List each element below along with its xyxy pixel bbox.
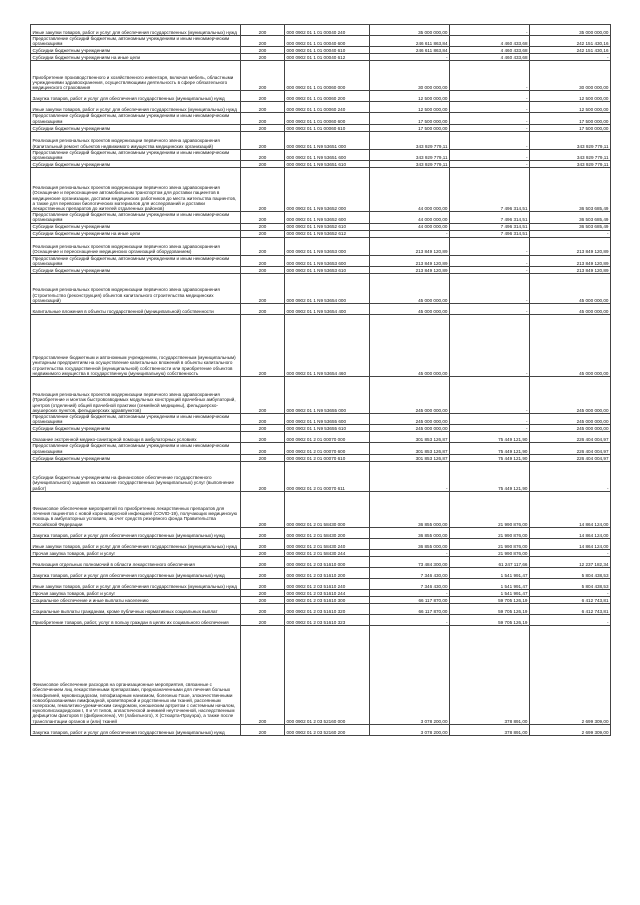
budget-expenditure-table <box>30 24 611 736</box>
table-row <box>31 527 611 538</box>
row-executed-cell: - <box>450 102 530 113</box>
row-approved-cell: 44 000 000,00 <box>370 168 450 212</box>
row-approved-cell: 12 500 000,00 <box>370 91 450 102</box>
table-row <box>31 168 611 212</box>
row-executed-cell: 1 541 991,47 <box>450 567 530 578</box>
row-budget-code-cell: 000 0902 01 1 N9 53651 000 <box>285 131 370 149</box>
row-name-cell: Прочая закупка товаров, работ и услуг <box>31 549 241 556</box>
row-name-cell: Приобретение товаров, работ, услуг в пользу граждан в целях их социального обеспечения <box>31 614 241 625</box>
table-row <box>31 589 611 596</box>
row-executed-cell: - <box>450 149 530 160</box>
row-budget-code-cell: 000 0902 01 1 01 00040 610 <box>285 47 370 54</box>
row-unexecuted-cell: 226 404 004,97 <box>530 443 611 454</box>
row-line-code-cell: 200 <box>241 113 285 124</box>
row-executed-cell: - <box>450 237 530 255</box>
row-executed-cell: - <box>450 25 530 36</box>
row-name-cell: Предоставление субсидий бюджетным, автономным учреждениям и иным некоммерческим организациям <box>31 36 241 47</box>
row-unexecuted-cell: 226 404 004,97 <box>530 432 611 443</box>
row-budget-code-cell: 000 0902 01 1 01 00060 000 <box>285 61 370 91</box>
row-budget-code-cell: 000 0902 01 1 N9 53655 000 <box>285 377 370 414</box>
row-name-cell: Закупка товаров, работ и услуг для обеспечения государственных (муниципальных) нужд <box>31 527 241 538</box>
row-budget-code-cell: 000 0902 01 2 03 52160 200 <box>285 724 370 735</box>
row-name-cell: Реализация региональных проектов модернизации первичного звена здравоохранения (Оснащение и переоснащение автомобильным транспортом для доставки пациентов в медицинские организации, доставки медицинских работников до места жительства пациентов, а также для перевозки биологических материалов для исследований и доставки лекарственных препаратов до жителей отдаленных районов) <box>31 168 241 212</box>
row-line-code-cell: 200 <box>241 724 285 735</box>
row-line-code-cell: 200 <box>241 315 285 377</box>
row-line-code-cell: 200 <box>241 589 285 596</box>
row-line-code-cell: 200 <box>241 61 285 91</box>
row-budget-code-cell: 000 0902 01 2 01 00070 600 <box>285 443 370 454</box>
row-budget-code-cell: 000 0902 01 2 03 51610 000 <box>285 556 370 567</box>
row-executed-cell: 21 990 876,00 <box>450 527 530 538</box>
row-approved-cell: 45 000 000,00 <box>370 274 450 304</box>
row-approved-cell: 35 000 000,00 <box>370 25 450 36</box>
row-unexecuted-cell: 6 412 743,81 <box>530 603 611 614</box>
row-unexecuted-cell: 213 849 120,89 <box>530 255 611 266</box>
row-line-code-cell: 200 <box>241 454 285 461</box>
row-approved-cell: 30 000 000,00 <box>370 61 450 91</box>
row-name-cell: Субсидии бюджетным учреждениям <box>31 454 241 461</box>
row-approved-cell: 213 849 120,89 <box>370 237 450 255</box>
table-row <box>31 255 611 266</box>
row-line-code-cell: 200 <box>241 255 285 266</box>
row-name-cell: Оказание экстренной медико-санитарной помощи в амбулаторных условиях <box>31 432 241 443</box>
row-unexecuted-cell: 45 000 000,00 <box>530 304 611 315</box>
row-line-code-cell: 200 <box>241 425 285 432</box>
row-approved-cell: 7 346 430,00 <box>370 567 450 578</box>
row-unexecuted-cell: - <box>530 589 611 596</box>
row-budget-code-cell: 000 0902 01 1 N9 53653 600 <box>285 255 370 266</box>
row-budget-code-cell: 000 0902 01 1 01 00060 600 <box>285 113 370 124</box>
row-line-code-cell: 200 <box>241 25 285 36</box>
table-row <box>31 113 611 124</box>
row-unexecuted-cell: 36 503 685,49 <box>530 168 611 212</box>
table-row <box>31 149 611 160</box>
row-budget-code-cell: 000 0902 01 1 N9 53651 600 <box>285 149 370 160</box>
row-name-cell: Реализация отдельных полномочий в области лекарственного обеспечения <box>31 556 241 567</box>
row-unexecuted-cell: - <box>530 614 611 625</box>
row-executed-cell: 1 541 991,47 <box>450 589 530 596</box>
row-budget-code-cell: 000 0902 01 2 01 00070 000 <box>285 432 370 443</box>
table-row <box>31 61 611 91</box>
table-row <box>31 556 611 567</box>
row-unexecuted-cell: - <box>530 54 611 61</box>
row-approved-cell: 73 484 300,00 <box>370 556 450 567</box>
row-name-cell: Предоставление субсидий бюджетным, автономным учреждениям и иным некоммерческим организациям <box>31 113 241 124</box>
row-line-code-cell: 200 <box>241 549 285 556</box>
row-executed-cell: 378 891,00 <box>450 724 530 735</box>
table-row <box>31 212 611 223</box>
row-approved-cell: - <box>370 549 450 556</box>
row-unexecuted-cell: - <box>530 230 611 237</box>
row-unexecuted-cell: 213 849 120,89 <box>530 267 611 274</box>
row-budget-code-cell: 000 0902 01 1 N9 53652 600 <box>285 212 370 223</box>
row-approved-cell: 246 611 863,84 <box>370 36 450 47</box>
row-budget-code-cell: 000 0902 01 2 01 58430 244 <box>285 549 370 556</box>
table-body <box>31 25 611 736</box>
table-row <box>31 425 611 432</box>
row-approved-cell: 3 078 200,00 <box>370 724 450 735</box>
row-budget-code-cell: 000 0902 01 1 N9 53654 000 <box>285 274 370 304</box>
row-approved-cell: 3 078 200,00 <box>370 625 450 724</box>
row-executed-cell: - <box>450 113 530 124</box>
row-approved-cell: 44 000 000,00 <box>370 212 450 223</box>
row-name-cell: Реализация региональных проектов модернизации первичного звена здравоохранения (Строительство (реконструкция) объектов капитального строительства медицинских организаций) <box>31 274 241 304</box>
table-row <box>31 549 611 556</box>
row-executed-cell: - <box>450 267 530 274</box>
row-name-cell: Предоставление субсидий бюджетным, автономным учреждениям и иным некоммерческим организациям <box>31 443 241 454</box>
row-executed-cell: 4 460 433,68 <box>450 54 530 61</box>
table-row <box>31 102 611 113</box>
row-name-cell: Субсидии бюджетным учреждениям <box>31 124 241 131</box>
row-executed-cell: 59 705 126,19 <box>450 596 530 603</box>
row-budget-code-cell: 000 0902 01 1 N9 53655 610 <box>285 425 370 432</box>
row-unexecuted-cell: 17 500 000,00 <box>530 113 611 124</box>
row-line-code-cell: 200 <box>241 237 285 255</box>
row-approved-cell: 7 346 430,00 <box>370 578 450 589</box>
row-line-code-cell: 200 <box>241 603 285 614</box>
row-approved-cell: 343 929 779,11 <box>370 149 450 160</box>
row-name-cell: Предоставление субсидий бюджетным, автономным учреждениям и иным некоммерческим организациям <box>31 414 241 425</box>
row-name-cell: Иные закупки товаров, работ и услуг для обеспечения государственных (муниципальных) нужд <box>31 538 241 549</box>
row-executed-cell: 59 705 126,19 <box>450 603 530 614</box>
table-row <box>31 377 611 414</box>
row-name-cell: Капитальные вложения в объекты государственной (муниципальной) собственности <box>31 304 241 315</box>
row-unexecuted-cell: - <box>530 549 611 556</box>
row-unexecuted-cell: 343 929 779,11 <box>530 131 611 149</box>
row-line-code-cell: 200 <box>241 377 285 414</box>
row-executed-cell: 59 705 126,19 <box>450 614 530 625</box>
table-row <box>31 414 611 425</box>
row-unexecuted-cell: - <box>530 461 611 491</box>
row-unexecuted-cell: 245 000 000,00 <box>530 377 611 414</box>
row-line-code-cell: 200 <box>241 230 285 237</box>
row-unexecuted-cell: 35 000 000,00 <box>530 25 611 36</box>
row-budget-code-cell: 000 0902 01 1 N9 53654 460 <box>285 315 370 377</box>
row-budget-code-cell: 000 0902 01 2 01 58430 200 <box>285 527 370 538</box>
row-line-code-cell: 200 <box>241 538 285 549</box>
row-budget-code-cell: 000 0902 01 2 03 51610 320 <box>285 603 370 614</box>
row-line-code-cell: 200 <box>241 567 285 578</box>
row-approved-cell: 36 855 000,00 <box>370 538 450 549</box>
table-row <box>31 91 611 102</box>
row-executed-cell: 75 449 121,90 <box>450 432 530 443</box>
row-executed-cell: - <box>450 124 530 131</box>
row-executed-cell: 21 990 876,00 <box>450 538 530 549</box>
table-row <box>31 625 611 724</box>
row-approved-cell: - <box>370 461 450 491</box>
row-approved-cell: - <box>370 614 450 625</box>
table-row <box>31 131 611 149</box>
row-executed-cell: - <box>450 414 530 425</box>
row-name-cell: Предоставление субсидий бюджетным, автономным учреждениям и иным некоммерческим организациям <box>31 149 241 160</box>
table-row <box>31 454 611 461</box>
row-budget-code-cell: 000 0902 01 1 N9 53652 610 <box>285 223 370 230</box>
row-executed-cell: - <box>450 274 530 304</box>
row-executed-cell: - <box>450 131 530 149</box>
row-approved-cell: 45 000 000,00 <box>370 304 450 315</box>
table-row <box>31 724 611 735</box>
row-executed-cell: 7 496 314,51 <box>450 168 530 212</box>
row-executed-cell: 4 460 433,68 <box>450 47 530 54</box>
row-line-code-cell: 200 <box>241 267 285 274</box>
row-unexecuted-cell: 245 000 000,00 <box>530 425 611 432</box>
row-line-code-cell: 200 <box>241 102 285 113</box>
row-name-cell: Субсидии бюджетным учреждениям <box>31 425 241 432</box>
row-budget-code-cell: 000 0902 01 1 N9 53655 600 <box>285 414 370 425</box>
row-name-cell: Субсидии бюджетным учреждениям <box>31 267 241 274</box>
table-row <box>31 443 611 454</box>
row-name-cell: Финансовое обеспечение расходов на организационные мероприятия, связанные с обеспечением лиц лекарственными препаратами, предназначенными для лечения больных гемофилией, муковисцидозом, гипофизарным нанизмом, болезнью Гоше, злокачественными новообразованиями лимфоидной, кроветворной и родственных им тканей, рассеянным склерозом, гемолитико-уремическим синдромом, юношеским артритом с системным началом, мукополисахаридозом I, II и VI типов, апластической анемией неуточненной, наследственным дефицитом факторов II (фибриногена), VII (лабильного), X (Стюарта-Прауэра), а также после трансплантации органов и (или) тканей <box>31 625 241 724</box>
row-name-cell: Приобретение производственного и хозяйственного инвентаря, включая мебель, областными учреждениями здравоохранения, осуществляющими деятельность в сфере обязательного медицинского страхования <box>31 61 241 91</box>
row-name-cell: Иные закупки товаров, работ и услуг для обеспечения государственных (муниципальных) нужд <box>31 578 241 589</box>
row-unexecuted-cell: 36 503 685,49 <box>530 223 611 230</box>
table-row <box>31 461 611 491</box>
row-executed-cell: - <box>450 304 530 315</box>
row-line-code-cell: 200 <box>241 131 285 149</box>
row-executed-cell: - <box>450 315 530 377</box>
row-unexecuted-cell: 2 699 309,00 <box>530 625 611 724</box>
row-name-cell: Субсидии бюджетным учреждениям <box>31 161 241 168</box>
row-name-cell: Закупка товаров, работ и услуг для обеспечения государственных (муниципальных) нужд <box>31 91 241 102</box>
row-budget-code-cell: 000 0902 01 1 N9 53652 000 <box>285 168 370 212</box>
row-line-code-cell: 200 <box>241 212 285 223</box>
row-budget-code-cell: 000 0902 01 1 01 00040 600 <box>285 36 370 47</box>
row-unexecuted-cell: 14 864 124,00 <box>530 527 611 538</box>
row-line-code-cell: 200 <box>241 274 285 304</box>
row-line-code-cell: 200 <box>241 161 285 168</box>
row-budget-code-cell: 000 0902 01 1 N9 53653 610 <box>285 267 370 274</box>
row-budget-code-cell: 000 0902 01 2 03 51610 300 <box>285 596 370 603</box>
row-executed-cell: 75 449 121,90 <box>450 461 530 491</box>
row-unexecuted-cell: 6 412 743,81 <box>530 596 611 603</box>
table-row <box>31 161 611 168</box>
table-row <box>31 124 611 131</box>
row-approved-cell: 343 929 779,11 <box>370 161 450 168</box>
row-line-code-cell: 200 <box>241 578 285 589</box>
row-budget-code-cell: 000 0902 01 2 01 58430 000 <box>285 491 370 527</box>
row-approved-cell: 17 500 000,00 <box>370 124 450 131</box>
row-unexecuted-cell: 36 503 685,49 <box>530 212 611 223</box>
row-unexecuted-cell: 242 151 430,16 <box>530 47 611 54</box>
row-line-code-cell: 200 <box>241 556 285 567</box>
row-budget-code-cell: 000 0902 01 1 N9 53654 400 <box>285 304 370 315</box>
report-page <box>30 24 610 736</box>
row-name-cell: Закупка товаров, работ и услуг для обеспечения государственных (муниципальных) нужд <box>31 567 241 578</box>
row-unexecuted-cell: 17 500 000,00 <box>530 124 611 131</box>
row-executed-cell: 378 891,00 <box>450 625 530 724</box>
row-line-code-cell: 200 <box>241 91 285 102</box>
table-row <box>31 603 611 614</box>
table-row <box>31 614 611 625</box>
row-line-code-cell: 200 <box>241 414 285 425</box>
row-approved-cell: - <box>370 230 450 237</box>
row-name-cell: Предоставление субсидий бюджетным, автономным учреждениям и иным некоммерческим организациям <box>31 255 241 266</box>
row-budget-code-cell: 000 0902 01 1 01 00060 200 <box>285 91 370 102</box>
row-name-cell: Субсидии бюджетным учреждениям на иные цели <box>31 54 241 61</box>
row-name-cell: Субсидии бюджетным учреждениям <box>31 47 241 54</box>
row-approved-cell: 245 000 000,00 <box>370 377 450 414</box>
row-executed-cell: 75 449 121,90 <box>450 454 530 461</box>
row-name-cell: Иные закупки товаров, работ и услуг для обеспечения государственных (муниципальных) нужд <box>31 25 241 36</box>
row-unexecuted-cell: 12 500 000,00 <box>530 91 611 102</box>
row-unexecuted-cell: 226 404 004,97 <box>530 454 611 461</box>
row-executed-cell: 7 496 314,51 <box>450 212 530 223</box>
row-unexecuted-cell: 45 000 000,00 <box>530 274 611 304</box>
row-line-code-cell: 200 <box>241 223 285 230</box>
row-unexecuted-cell: 213 849 120,89 <box>530 237 611 255</box>
row-approved-cell: 44 000 000,00 <box>370 223 450 230</box>
row-unexecuted-cell: 343 929 779,11 <box>530 161 611 168</box>
row-approved-cell: 66 117 870,00 <box>370 603 450 614</box>
table-row <box>31 491 611 527</box>
row-name-cell: Иные закупки товаров, работ и услуг для обеспечения государственных (муниципальных) нужд <box>31 102 241 113</box>
row-approved-cell: - <box>370 54 450 61</box>
row-executed-cell: - <box>450 255 530 266</box>
row-line-code-cell: 200 <box>241 168 285 212</box>
row-executed-cell: 4 460 433,68 <box>450 36 530 47</box>
row-line-code-cell: 200 <box>241 47 285 54</box>
row-name-cell: Субсидии бюджетным учреждениям на финансовое обеспечение государственного (муниципального) задания на оказание государственных (муниципальных) услуг (выполнение работ) <box>31 461 241 491</box>
row-unexecuted-cell: 245 000 000,00 <box>530 414 611 425</box>
row-approved-cell: 66 117 870,00 <box>370 596 450 603</box>
row-unexecuted-cell: 14 864 124,00 <box>530 491 611 527</box>
row-approved-cell: 36 855 000,00 <box>370 491 450 527</box>
row-executed-cell: 1 541 991,47 <box>450 578 530 589</box>
row-line-code-cell: 200 <box>241 149 285 160</box>
row-budget-code-cell: 000 0902 01 1 01 00040 240 <box>285 25 370 36</box>
table-row <box>31 274 611 304</box>
row-executed-cell: 7 496 314,51 <box>450 230 530 237</box>
table-row <box>31 25 611 36</box>
row-name-cell: Субсидии бюджетным учреждениям на иные цели <box>31 230 241 237</box>
row-line-code-cell: 200 <box>241 124 285 131</box>
row-executed-cell: 21 990 876,00 <box>450 549 530 556</box>
row-budget-code-cell: 000 0902 01 2 01 00070 610 <box>285 454 370 461</box>
row-name-cell: Предоставление бюджетным и автономным учреждениям, государственным (муниципальным) унитарным предприятиям на осуществление капитальных вложений в объекты капитального строительства государственной (муниципальной) собственности или приобретение объектов недвижимого имущества в государственную (муниципальную) собственность <box>31 315 241 377</box>
table-row <box>31 36 611 47</box>
row-approved-cell: 45 000 000,00 <box>370 315 450 377</box>
row-budget-code-cell: 000 0902 01 1 01 00040 612 <box>285 54 370 61</box>
table-row <box>31 223 611 230</box>
row-unexecuted-cell: 30 000 000,00 <box>530 61 611 91</box>
row-unexecuted-cell: 2 699 309,00 <box>530 724 611 735</box>
row-approved-cell: 301 853 126,87 <box>370 432 450 443</box>
row-name-cell: Закупка товаров, работ и услуг для обеспечения государственных (муниципальных) нужд <box>31 724 241 735</box>
row-line-code-cell: 200 <box>241 304 285 315</box>
row-approved-cell: 213 849 120,89 <box>370 267 450 274</box>
row-budget-code-cell: 000 0902 01 2 03 51610 323 <box>285 614 370 625</box>
row-name-cell: Реализация региональных проектов модернизации первичного звена здравоохранения (Приобретение и монтаж быстровозводимых модульных конструкций врачебных амбулаторий, центров (отделений) общей врачебной практики (семейной медицины), фельдшерско-акушерских пунктов, фельдшерских здравпунктов) <box>31 377 241 414</box>
table-row <box>31 567 611 578</box>
row-approved-cell: 245 000 000,00 <box>370 425 450 432</box>
row-unexecuted-cell: 12 237 182,34 <box>530 556 611 567</box>
table-row <box>31 432 611 443</box>
table-row <box>31 578 611 589</box>
row-budget-code-cell: 000 0902 01 2 03 51610 240 <box>285 578 370 589</box>
row-executed-cell: 21 990 876,00 <box>450 491 530 527</box>
row-unexecuted-cell: 5 804 438,53 <box>530 567 611 578</box>
row-line-code-cell: 200 <box>241 527 285 538</box>
row-budget-code-cell: 000 0902 01 2 01 58430 240 <box>285 538 370 549</box>
row-budget-code-cell: 000 0902 01 2 03 52160 000 <box>285 625 370 724</box>
row-approved-cell: 36 855 000,00 <box>370 527 450 538</box>
row-line-code-cell: 200 <box>241 443 285 454</box>
table-row <box>31 237 611 255</box>
row-line-code-cell: 200 <box>241 614 285 625</box>
row-executed-cell: 75 449 121,90 <box>450 443 530 454</box>
row-executed-cell: 7 496 314,51 <box>450 223 530 230</box>
row-unexecuted-cell: 242 151 430,16 <box>530 36 611 47</box>
row-line-code-cell: 200 <box>241 432 285 443</box>
row-executed-cell: - <box>450 61 530 91</box>
row-budget-code-cell: 000 0902 01 2 01 00070 611 <box>285 461 370 491</box>
row-name-cell: Реализация региональных проектов модернизации первичного звена здравоохранения (Оснащение и переоснащение медицинских организаций оборудованием) <box>31 237 241 255</box>
row-unexecuted-cell: 343 929 779,11 <box>530 149 611 160</box>
row-approved-cell: - <box>370 589 450 596</box>
row-budget-code-cell: 000 0902 01 1 N9 53653 000 <box>285 237 370 255</box>
row-name-cell: Социальные выплаты гражданам, кроме публичных нормативных социальных выплат <box>31 603 241 614</box>
row-approved-cell: 17 500 000,00 <box>370 113 450 124</box>
table-row <box>31 230 611 237</box>
row-name-cell: Финансовое обеспечение мероприятий по приобретению лекарственных препаратов для лечения пациентов с новой коронавирусной инфекцией (COVID-19), получающих медицинскую помощь в амбулаторных условиях, за счет средств резервного фонда Правительства Российской Федерации <box>31 491 241 527</box>
row-name-cell: Предоставление субсидий бюджетным, автономным учреждениям и иным некоммерческим организациям <box>31 212 241 223</box>
row-budget-code-cell: 000 0902 01 1 N9 53651 610 <box>285 161 370 168</box>
row-budget-code-cell: 000 0902 01 1 01 00060 610 <box>285 124 370 131</box>
row-approved-cell: 12 500 000,00 <box>370 102 450 113</box>
row-unexecuted-cell: 12 500 000,00 <box>530 102 611 113</box>
table-row <box>31 538 611 549</box>
row-approved-cell: 301 853 126,87 <box>370 443 450 454</box>
row-executed-cell: - <box>450 91 530 102</box>
table-row <box>31 54 611 61</box>
row-line-code-cell: 200 <box>241 54 285 61</box>
table-row <box>31 267 611 274</box>
row-executed-cell: - <box>450 377 530 414</box>
row-approved-cell: 245 000 000,00 <box>370 414 450 425</box>
row-unexecuted-cell: 5 804 438,53 <box>530 578 611 589</box>
row-approved-cell: 343 929 779,11 <box>370 131 450 149</box>
row-line-code-cell: 200 <box>241 491 285 527</box>
row-line-code-cell: 200 <box>241 36 285 47</box>
row-line-code-cell: 200 <box>241 461 285 491</box>
row-unexecuted-cell: 14 864 124,00 <box>530 538 611 549</box>
row-executed-cell: - <box>450 425 530 432</box>
row-approved-cell: 301 853 126,87 <box>370 454 450 461</box>
row-budget-code-cell: 000 0902 01 1 N9 53652 612 <box>285 230 370 237</box>
row-executed-cell: 61 247 117,66 <box>450 556 530 567</box>
row-approved-cell: 213 849 120,89 <box>370 255 450 266</box>
table-row <box>31 596 611 603</box>
row-budget-code-cell: 000 0902 01 2 03 51610 244 <box>285 589 370 596</box>
row-name-cell: Социальное обеспечение и иные выплаты населению <box>31 596 241 603</box>
table-row <box>31 304 611 315</box>
table-row <box>31 315 611 377</box>
row-approved-cell: 246 611 863,84 <box>370 47 450 54</box>
row-executed-cell: - <box>450 161 530 168</box>
row-line-code-cell: 200 <box>241 625 285 724</box>
row-name-cell: Прочая закупка товаров, работ и услуг <box>31 589 241 596</box>
row-budget-code-cell: 000 0902 01 1 01 00060 240 <box>285 102 370 113</box>
row-budget-code-cell: 000 0902 01 2 03 51610 200 <box>285 567 370 578</box>
table-row <box>31 47 611 54</box>
row-unexecuted-cell: 45 000 000,00 <box>530 315 611 377</box>
row-name-cell: Субсидии бюджетным учреждениям <box>31 223 241 230</box>
row-line-code-cell: 200 <box>241 596 285 603</box>
row-name-cell: Реализация региональных проектов модернизации первичного звена здравоохранения (Капитальный ремонт объектов недвижимого имущества медицинских организаций) <box>31 131 241 149</box>
